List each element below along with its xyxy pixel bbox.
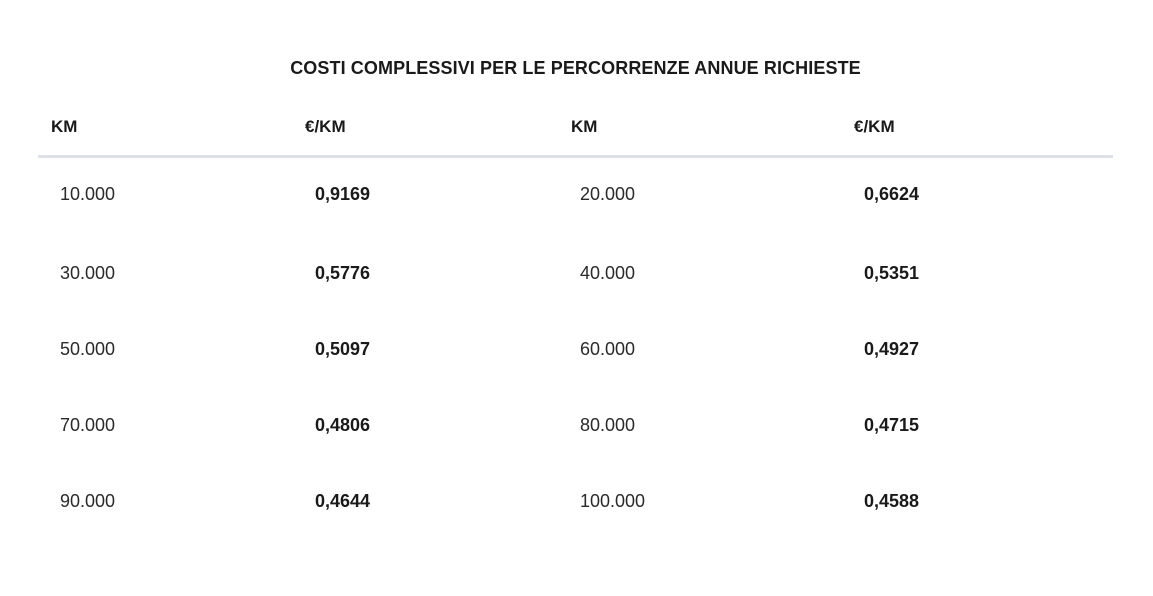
cost-cell: 0,4715 xyxy=(864,415,920,435)
km-cell: 10.000 xyxy=(60,184,116,204)
cost-cell: 0,5097 xyxy=(315,339,371,359)
km-cell: 20.000 xyxy=(580,184,636,204)
table-header xyxy=(38,100,1113,158)
km-cell: 30.000 xyxy=(60,263,116,283)
km-cell: 80.000 xyxy=(580,415,636,435)
table-row xyxy=(38,313,1113,389)
km-cell: 100.000 xyxy=(580,491,646,511)
km-cell: 90.000 xyxy=(60,491,116,511)
cost-cell: 0,5351 xyxy=(864,263,920,283)
header-cost-per-km-1: €/KM xyxy=(305,117,346,136)
cost-cell: 0,9169 xyxy=(315,184,371,204)
km-cell: 60.000 xyxy=(580,339,636,359)
cost-cell: 0,4806 xyxy=(315,415,371,435)
cost-cell: 0,4927 xyxy=(864,339,920,359)
cost-table xyxy=(38,100,1113,541)
km-cell: 50.000 xyxy=(60,339,116,359)
header-km-1: KM xyxy=(51,117,78,136)
km-cell: 40.000 xyxy=(580,263,636,283)
cost-cell: 0,4588 xyxy=(864,491,920,511)
table-row xyxy=(38,158,1113,237)
cost-cell: 0,4644 xyxy=(315,491,371,511)
header-km-2: KM xyxy=(571,117,598,136)
table-row xyxy=(38,465,1113,541)
header-cost-per-km-2: €/KM xyxy=(854,117,895,136)
table-row xyxy=(38,237,1113,313)
cost-cell: 0,6624 xyxy=(864,184,920,204)
page-title: COSTI COMPLESSIVI PER LE PERCORRENZE ANNUE RICHIESTE xyxy=(290,58,861,78)
km-cell: 70.000 xyxy=(60,415,116,435)
table-row xyxy=(38,389,1113,465)
cost-cell: 0,5776 xyxy=(315,263,371,283)
